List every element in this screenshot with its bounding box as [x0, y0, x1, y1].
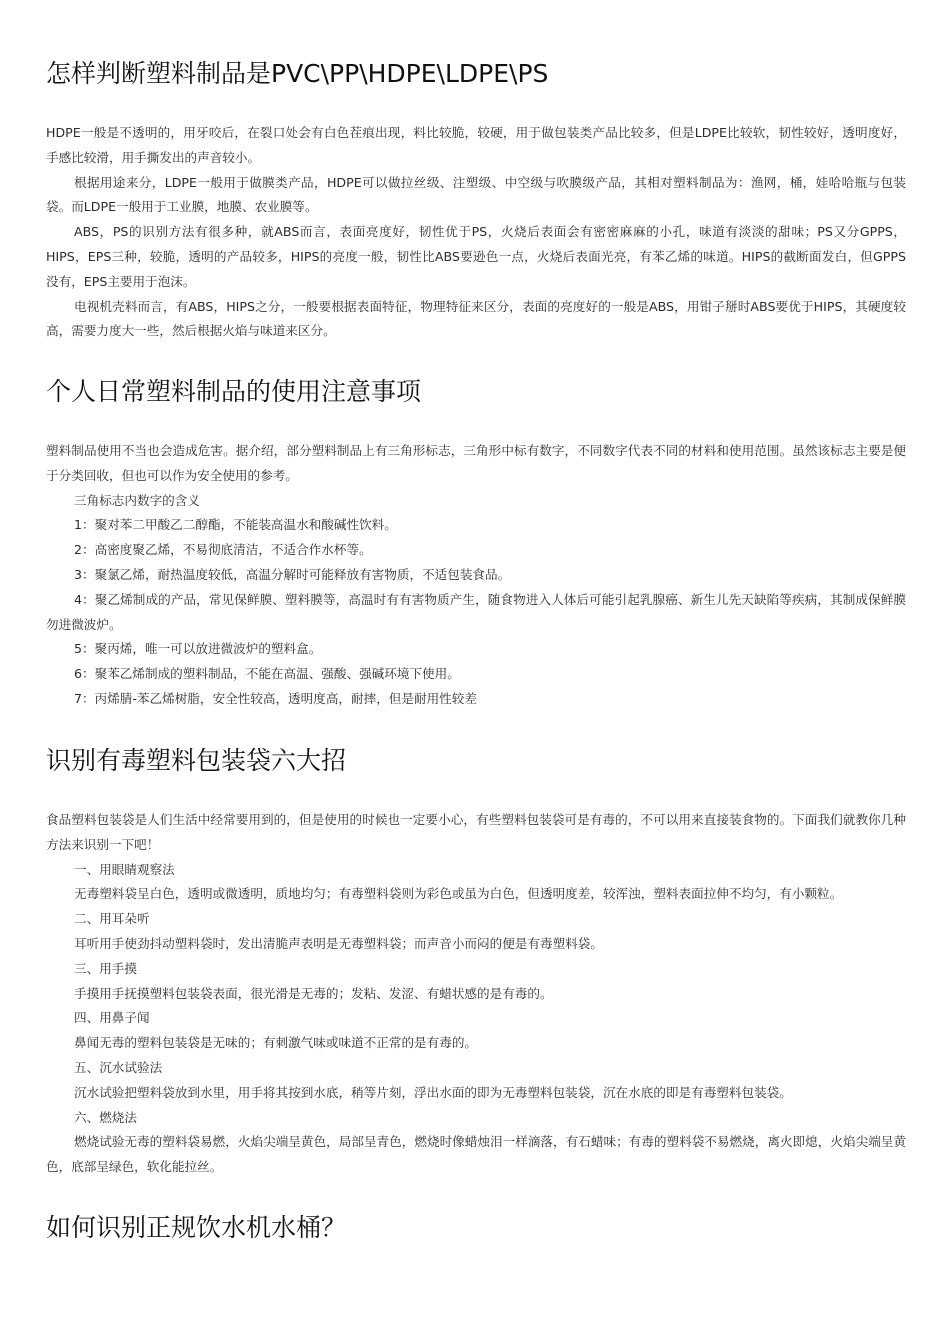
section-plastic-identification — [46, 56, 906, 92]
list-item: 7：丙烯腈-苯乙烯树脂，安全性较高，透明度高，耐摔，但是耐用性较差 — [74, 690, 477, 706]
section-title: 个人日常塑料制品的使用注意事项 — [46, 377, 422, 406]
list-item: 4：聚乙烯制成的产品，常见保鲜膜、塑料膜等，高温时有有害物质产生，随食物进入人体后可能引起乳腺癌、新生儿先天缺陷等疾病，其制成保鲜膜勿进微波炉。 — [46, 591, 906, 632]
paragraph: 食品塑料包装袋是人们生活中经常要用到的，但是使用的时候也一定要小心，有些塑料包装袋可是有毒的，不可以用来直接装食物的。下面我们就教你几种方法来识别一下吧！ — [46, 812, 906, 852]
list-item: 2：高密度聚乙烯，不易彻底清洁，不适合作水杯等。 — [74, 542, 372, 558]
paragraph: ABS，PS的识别方法有很多种，就ABS而言，表面亮度好，韧性优于PS，火烧后表面会有密密麻麻的小孔，味道有淡淡的甜味；PS又分GPPS，HIPS，EPS三种，较脆，透明的产品较多，HIPS的亮度一般，韧性比ABS要逊色一点，火烧后表面光亮，有苯乙烯的味道。HIPS的截断面发白，但GPPS没有，EPS主要用于泡沫。 — [46, 224, 906, 289]
method-text: 沉水试验把塑料袋放到水里，用手将其按到水底，稍等片刻，浮出水面的即为无毒塑料包装袋，沉在水底的即是有毒塑料包装袋。 — [74, 1084, 792, 1100]
method-text: 手摸用手抚摸塑料包装袋表面，很光滑是无毒的；发粘、发涩、有蜡状感的是有毒的。 — [74, 985, 553, 1001]
section-title: 如何识别正规饮水机水桶？ — [46, 1213, 347, 1242]
paragraph: 电视机壳料而言，有ABS，HIPS之分，一般要根据表面特征，物理特征来区分，表面的亮度好的一般是ABS，用钳子掰时ABS要优于HIPS，其硬度较高，需要力度大一些，然后根据火焰与味道来区分。 — [46, 298, 906, 339]
method-heading: 一、用眼睛观察法 — [74, 861, 175, 877]
method-heading: 六、燃烧法 — [74, 1109, 137, 1125]
method-heading: 五、沉水试验法 — [74, 1059, 163, 1075]
method-heading: 三、用手摸 — [74, 960, 137, 976]
paragraph: HDPE一般是不透明的，用牙咬后，在裂口处会有白色茬痕出现，料比较脆，较硬，用于做包装类产品比较多，但是LDPE比较软，韧性较好，透明度好，手感比较滑，用手撕发出的声音较小。 — [46, 125, 906, 165]
list-item: 6：聚苯乙烯制成的塑料制品，不能在高温、强酸、强碱环境下使用。 — [74, 666, 460, 682]
section-title: 怎样判断塑料制品是PVC\PP\HDPE\LDPE\PS — [46, 59, 549, 88]
list-item: 5：聚丙烯，唯一可以放进微波炉的塑料盒。 — [74, 641, 322, 657]
section-toxic-bag-identification-body — [46, 808, 906, 1180]
paragraph: 根据用途来分，LDPE一般用于做膜类产品，HDPE可以做拉丝级、注塑级、中空级与吹膜级产品，其相对塑料制品为：渔网，桶，娃哈哈瓶与包装袋。而LDPE一般用于工业膜，地膜、农业膜等。 — [46, 174, 906, 215]
section-daily-usage-notes-body — [46, 439, 906, 712]
section-plastic-identification-body — [46, 121, 906, 344]
section-title: 识别有毒塑料包装袋六大招 — [46, 746, 347, 775]
method-text: 鼻闻无毒的塑料包装袋是无味的；有刺激气味或味道不正常的是有毒的。 — [74, 1035, 477, 1051]
method-text: 无毒塑料袋呈白色，透明或微透明，质地均匀；有毒塑料袋则为彩色或虽为白色，但透明度差，较浑浊，塑料表面拉伸不均匀，有小颗粒。 — [74, 886, 843, 902]
section-toxic-bag-identification — [46, 743, 906, 779]
list-item: 1：聚对苯二甲酸乙二醇酯，不能装高温水和酸碱性饮料。 — [74, 517, 397, 533]
list-item: 3：聚氯乙烯，耐热温度较低，高温分解时可能释放有害物质，不适包装食品。 — [74, 566, 511, 582]
list-heading: 三角标志内数字的含义 — [74, 492, 200, 508]
paragraph: 塑料制品使用不当也会造成危害。据介绍，部分塑料制品上有三角形标志，三角形中标有数字，不同数字代表不同的材料和使用范围。虽然该标志主要是便于分类回收，但也可以作为安全使用的参考。 — [46, 443, 906, 483]
method-heading: 二、用耳朵听 — [74, 911, 150, 927]
section-water-bucket-identification — [46, 1210, 906, 1246]
method-text: 耳听用手使劲抖动塑料袋时，发出清脆声表明是无毒塑料袋；而声音小而闷的便是有毒塑料袋。 — [74, 935, 603, 951]
method-text: 燃烧试验无毒的塑料袋易燃，火焰尖端呈黄色，局部呈青色，燃烧时像蜡烛泪一样滴落，有石蜡味；有毒的塑料袋不易燃烧，离火即熄，火焰尖端呈黄色，底部呈绿色，软化能拉丝。 — [46, 1134, 906, 1175]
section-daily-usage-notes — [46, 374, 906, 410]
method-heading: 四、用鼻子闻 — [74, 1010, 150, 1026]
